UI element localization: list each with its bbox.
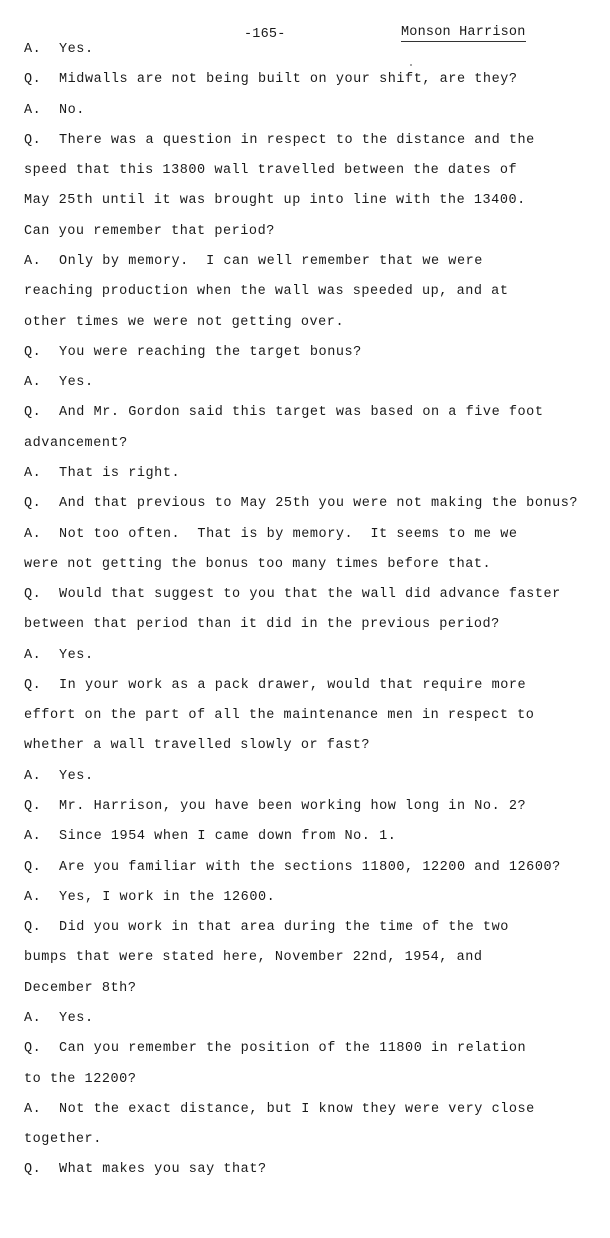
transcript-line [24,829,396,845]
transcript-line [24,1011,94,1027]
line-text: That is right. [59,465,181,481]
transcript-line [24,769,94,785]
transcript-line [24,345,362,361]
speaker-label: A. [24,526,42,542]
transcript-line [24,1132,102,1148]
transcript-line [24,163,517,179]
line-text: In your work as a pack drawer, would that require more [59,677,527,693]
speaker-label: Q. [24,344,42,360]
transcript-line [24,405,543,421]
transcript-line [24,1072,136,1088]
transcript-line [24,103,85,119]
line-text: advancement? [24,435,128,451]
transcript-line [24,799,526,815]
line-text: Did you work in that area during the time of the two [59,920,509,936]
line-text: effort on the part of all the maintenance men in respect to [24,708,535,724]
line-text: Midwalls are not being built on your shift, are they? [59,72,518,88]
line-text: whether a wall travelled slowly or fast? [24,738,371,754]
line-text: Mr. Harrison, you have been working how long in No. 2? [59,799,527,814]
transcript-line [24,466,180,482]
scan-speck [410,64,412,66]
line-text: together. [24,1132,102,1148]
transcript-line [24,708,534,724]
speaker-label: Q. [24,1162,42,1178]
page-number: -165- [244,27,286,42]
speaker-label: Q. [24,799,42,814]
speaker-label: Q. [24,72,42,88]
transcript-line [24,617,500,633]
speaker-label: Q. [24,496,42,512]
transcript-line [24,860,561,876]
transcript-line [24,648,94,664]
speaker-label: A. [24,102,42,118]
witness-name-header: Monson Harrison [401,25,526,40]
line-text: Yes. [59,42,94,57]
transcript-line [24,496,578,512]
speaker-label: Q. [24,405,42,421]
line-text: other times we were not getting over. [24,314,345,330]
speaker-label: Q. [24,132,42,148]
speaker-label: Q. [24,677,42,693]
transcript-line [24,224,275,240]
transcript-line [24,315,344,331]
speaker-label: Q. [24,859,42,875]
transcript-line [24,436,128,452]
line-text: Not the exact distance, but I know they were very close [59,1101,535,1117]
line-text: bumps that were stated here, November 22nd, 1954, and [24,950,483,966]
speaker-label: Q. [24,920,42,936]
line-text: Only by memory. I can well remember that we were [59,254,483,269]
transcript-line [24,375,94,391]
line-text: Yes. [59,375,94,391]
line-text: to the 12200? [24,1071,137,1087]
line-text: Not too often. That is by memory. It seems to me we [59,526,518,542]
transcript-line [24,557,491,573]
transcript-line [24,254,483,270]
speaker-label: Q. [24,587,42,602]
transcript-line [24,42,94,58]
line-text: Since 1954 when I came down from No. 1. [59,829,397,845]
speaker-label: A. [24,465,42,481]
line-text: between that period than it did in the previous period? [24,617,500,633]
line-text: Can you remember that period? [24,223,275,239]
line-text: Yes. [59,647,94,663]
transcript-line [24,133,535,149]
line-text: There was a question in respect to the distance and the [59,132,535,148]
speaker-label: A. [24,889,42,905]
line-text: Yes, I work in the 12600. [59,889,276,905]
line-text: December 8th? [24,980,137,996]
transcript-line [24,527,518,543]
transcript-line [24,1162,267,1178]
line-text: No. [59,102,85,118]
line-text: Yes. [59,1011,94,1026]
speaker-label: A. [24,1011,42,1026]
line-text: What makes you say that? [59,1162,267,1178]
transcript-line [24,1102,535,1118]
line-text: Would that suggest to you that the wall did advance faster [59,587,561,602]
transcript-line [24,678,526,694]
line-text: were not getting the bonus too many times before that. [24,556,492,572]
transcript-line [24,890,275,906]
transcript-line [24,587,561,603]
transcript-line [24,920,509,936]
transcript-line [24,284,508,300]
speaker-label: A. [24,829,42,845]
line-text: Can you remember the position of the 11800 in relation [59,1041,527,1057]
transcript-line [24,1041,526,1057]
transcript-line [24,738,370,754]
line-text: May 25th until it was brought up into line with the 13400. [24,193,526,209]
line-text: Yes. [59,768,94,784]
speaker-label: A. [24,375,42,391]
line-text: And that previous to May 25th you were not making the bonus? [59,496,579,512]
transcript-line [24,981,136,997]
speaker-label: Q. [24,1041,42,1057]
speaker-label: A. [24,254,42,269]
speaker-label: A. [24,768,42,784]
line-text: You were reaching the target bonus? [59,344,362,360]
speaker-label: A. [24,1101,42,1117]
transcript-line [24,72,518,88]
transcript-line [24,193,526,209]
speaker-label: A. [24,647,42,663]
line-text: reaching production when the wall was speeded up, and at [24,284,509,300]
line-text: And Mr. Gordon said this target was based on a five foot [59,405,544,421]
line-text: speed that this 13800 wall travelled between the dates of [24,163,518,179]
speaker-label: A. [24,42,42,57]
line-text: Are you familiar with the sections 11800, 12200 and 12600? [59,859,561,875]
transcript-line [24,950,483,966]
